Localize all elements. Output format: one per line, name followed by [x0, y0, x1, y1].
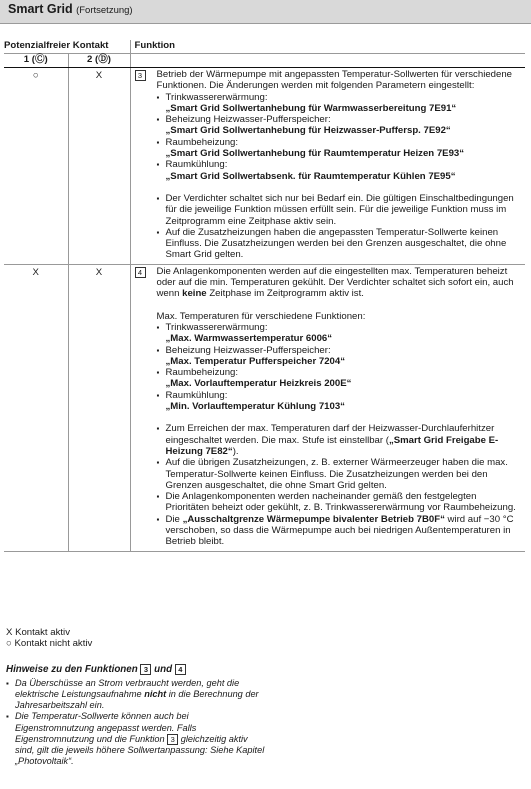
- row2-function: [130, 264, 525, 551]
- legend-active: X Kontakt aktiv: [6, 627, 70, 638]
- list-item: ▪ Trinkwassererwärmung: „Max. Warmwassertemperatur 6006“: [157, 322, 522, 345]
- page-header: [0, 0, 531, 24]
- function-number-badge: 3: [135, 70, 146, 81]
- row1-param-list: [157, 92, 522, 182]
- table-row: [4, 264, 525, 551]
- row2-param-list: [157, 322, 522, 412]
- row1-function: [130, 68, 525, 265]
- row2-contact-2: X: [68, 264, 130, 551]
- list-item: ▪ Die Anlagenkomponenten werden nacheinander gemäß den festgelegten Prioritäten beheizt oder gekühlt, z. B. Trinkwassererwärmung vor Raumbeheizung.: [157, 491, 522, 514]
- notes-section: [6, 664, 266, 767]
- function-number-badge: 4: [175, 664, 186, 675]
- header-subtitle: (Fortsetzung): [76, 5, 133, 16]
- function-number-badge: 3: [167, 734, 178, 745]
- list-item: ▪ Die Temperatur-Sollwerte können auch bei Eigenstromnutzung angepasst werden. Falls Eigenstromnutzung und die Funktion 3 gleichzeitig aktiv sind, gilt die jeweils höhere Sollwertanpassung: Siehe Kapitel „Photovoltaik“.: [6, 711, 266, 766]
- list-item: ▪ Zum Erreichen der max. Temperaturen darf der Heizwasser-Durchlauferhitzer eingeschaltet werden. Die max. Stufe ist einstellbar („Smart Grid Freigabe E-Heizung 7E82“).: [157, 423, 522, 457]
- header-title: Smart Grid (Fortsetzung): [8, 2, 133, 16]
- function-number-badge: 4: [135, 267, 146, 278]
- list-item: ▪ Auf die Zusatzheizungen haben die angepassten Temperatur-Sollwerte keinen Einfluss. Die Zusatzheizungen werden bei den Grenzen ausgeschaltet, die ohne Smart Grid gelten.: [157, 227, 522, 261]
- notes-list: [6, 678, 266, 767]
- col-function-header: Funktion: [130, 40, 525, 54]
- list-item: ▪ Raumbeheizung: „Smart Grid Sollwertanhebung für Raumtemperatur Heizen 7E93“: [157, 137, 522, 160]
- row2-bullet-list: [157, 423, 522, 547]
- legend-inactive: ○ Kontakt nicht aktiv: [6, 638, 93, 650]
- col-contact-header: Potenzialfreier Kontakt: [4, 40, 130, 54]
- row2-contact-1: X: [4, 264, 68, 551]
- list-item: ▪ Beheizung Heizwasser-Pufferspeicher: „Smart Grid Sollwertanhebung für Heizwasser-Puffersp. 7E92“: [157, 114, 522, 137]
- list-item: ▪ Die „Ausschaltgrenze Wärmepumpe bivalenter Betrieb 7B0F“ wird auf −30 °C verschoben, so dass die Wärmepumpe auch bei niedrigen Außentemperaturen in Betrieb bleibt.: [157, 514, 522, 548]
- list-item: ▪ Trinkwassererwärmung: „Smart Grid Sollwertanhebung für Warmwasserbereitung 7E91“: [157, 92, 522, 115]
- notes-title: Hinweise zu den Funktionen 3 und 4: [6, 664, 266, 675]
- list-item: ▪ Da Überschüsse an Strom verbraucht werden, geht die elektrische Leistungsaufnahme nicht in die Berechnung der Jahresarbeitszahl ein.: [6, 678, 266, 711]
- contact-1-header: 1 (Ⓒ): [4, 54, 68, 68]
- list-item: ▪ Der Verdichter schaltet sich nur bei Bedarf ein. Die gültigen Einschaltbedingungen für die jeweilige Funktion müssen erfüllt sein. Für die jeweilige Funktion muss im Zeitprogramm eine Zeitphase aktiv sein.: [157, 193, 522, 227]
- list-item: ▪ Beheizung Heizwasser-Pufferspeicher: „Max. Temperatur Pufferspeicher 7204“: [157, 345, 522, 368]
- list-item: ▪ Raumbeheizung: „Max. Vorlauftemperatur Heizkreis 200E“: [157, 367, 522, 390]
- list-item: ▪ Raumkühlung: „Min. Vorlauftemperatur Kühlung 7103“: [157, 390, 522, 413]
- row1-intro: Betrieb der Wärmepumpe mit angepassten Temperatur-Sollwerten für verschiedene Funktionen. Die Änderungen werden mit folgenden Parametern eingestellt:: [156, 69, 512, 92]
- table-row: [4, 68, 525, 265]
- list-item: ▪ Raumkühlung: „Smart Grid Sollwertabsenk. für Raumtemperatur Kühlen 7E95“: [157, 159, 522, 182]
- row1-contact-2: X: [68, 68, 130, 265]
- list-item: ▪ Auf die übrigen Zusatzheizungen, z. B. externer Wärmeerzeuger haben die max. Temperatur-Sollwerte keinen Einfluss. Die Zusatzheizungen werden bei den Grenzen ausgeschaltet, die ohne Smart Grid gelten.: [157, 457, 522, 491]
- row1-bullet-list: [157, 193, 522, 261]
- row1-contact-1: ○: [4, 68, 68, 265]
- function-number-badge: 3: [140, 664, 151, 675]
- smart-grid-table: [4, 40, 525, 552]
- function-subheader: [130, 54, 525, 68]
- contact-2-header: 2 (Ⓓ): [68, 54, 130, 68]
- row2-intro: Die Anlagenkomponenten werden auf die eingestellten max. Temperaturen beheizt oder auf die min. Temperaturen gekühlt. Der Verdichter schaltet sich sofort ein, auch wenn keine Zeitphase im Zeitprogramm aktiv ist.: [156, 265, 514, 300]
- legend: [6, 627, 92, 650]
- row2-max-title: Max. Temperaturen für verschiedene Funktionen:: [156, 310, 366, 322]
